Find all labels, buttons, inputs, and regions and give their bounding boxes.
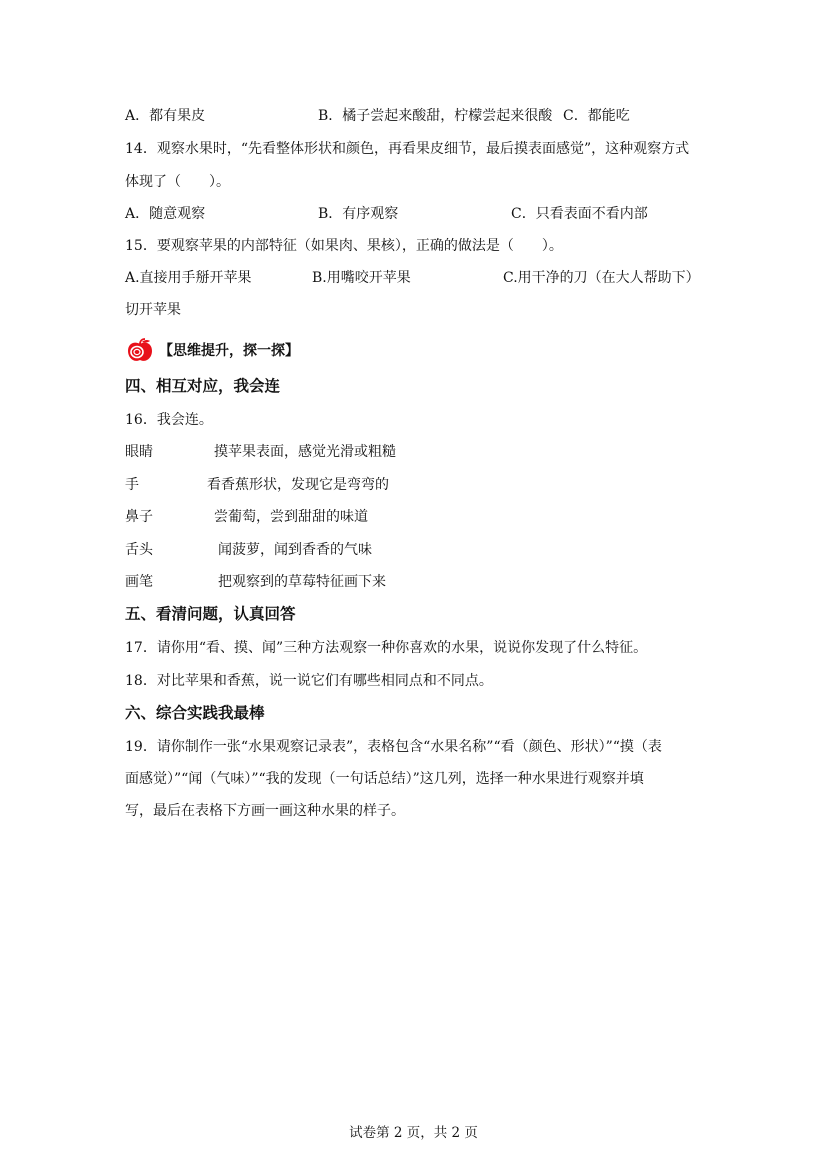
match-left-item: 画笔 (125, 574, 153, 590)
match-right-item: 尝葡萄，尝到甜甜的味道 (214, 509, 368, 525)
q15-stem: 15．要观察苹果的内部特征（如果肉、果核），正确的做法是（ ）。 (125, 238, 563, 254)
q15-option-b: B.用嘴咬开苹果 (312, 270, 411, 286)
match-right-item: 把观察到的草莓特征画下来 (218, 574, 386, 590)
q14-stem-line2: 体现了（ ）。 (125, 174, 230, 190)
match-right-item: 摸苹果表面，感觉光滑或粗糙 (214, 444, 396, 460)
banner-label: 【思维提升，探一探】 (159, 343, 299, 359)
apple-icon (125, 338, 155, 364)
thinking-banner (125, 338, 715, 364)
match-right-item: 闻菠萝，闻到香香的气味 (218, 542, 372, 558)
q13-option-c: C．都能吃 (563, 108, 630, 124)
q14-option-b: B．有序观察 (318, 206, 399, 222)
q19-line3: 写，最后在表格下方画一画这种水果的样子。 (125, 803, 405, 819)
match-left-item: 鼻子 (125, 509, 153, 525)
page-footer: 试卷第 2 页，共 2 页 (349, 1125, 478, 1141)
q14-stem-line1: 14．观察水果时，“先看整体形状和颜色，再看果皮细节，最后摸表面感觉”，这种观察方式 (125, 141, 690, 157)
q13-option-b: B．橘子尝起来酸甜，柠檬尝起来很酸 (318, 108, 553, 124)
match-right-item: 看香蕉形状，发现它是弯弯的 (207, 477, 389, 493)
q13-option-a: A．都有果皮 (125, 108, 206, 124)
q15-option-a: A.直接用手掰开苹果 (125, 270, 252, 286)
section-5-title: 五、看清问题，认真回答 (125, 605, 296, 623)
q14-option-c: C．只看表面不看内部 (511, 206, 648, 222)
match-left-item: 舌头 (125, 542, 153, 558)
q15-option-c-continued: 切开苹果 (125, 302, 181, 318)
q19-line2: 面感觉）”“闻（气味）”“我的发现（一句话总结）”这几列，选择一种水果进行观察并填 (125, 771, 644, 787)
q16-stem: 16．我会连。 (125, 412, 213, 428)
q18-text: 18．对比苹果和香蕉，说一说它们有哪些相同点和不同点。 (125, 673, 493, 689)
match-left-item: 眼睛 (125, 444, 153, 460)
q14-option-a: A．随意观察 (125, 206, 206, 222)
match-left-item: 手 (125, 477, 139, 493)
section-6-title: 六、综合实践我最棒 (125, 704, 265, 722)
q17-text: 17．请你用“看、摸、闻”三种方法观察一种你喜欢的水果，说说你发现了什么特征。 (125, 640, 648, 656)
q19-line1: 19．请你制作一张“水果观察记录表”，表格包含“水果名称”“看（颜色、形状）”“摸（表 (125, 739, 662, 755)
section-4-title: 四、相互对应，我会连 (125, 377, 281, 395)
q15-option-c: C.用干净的刀（在大人帮助下） (503, 270, 700, 286)
